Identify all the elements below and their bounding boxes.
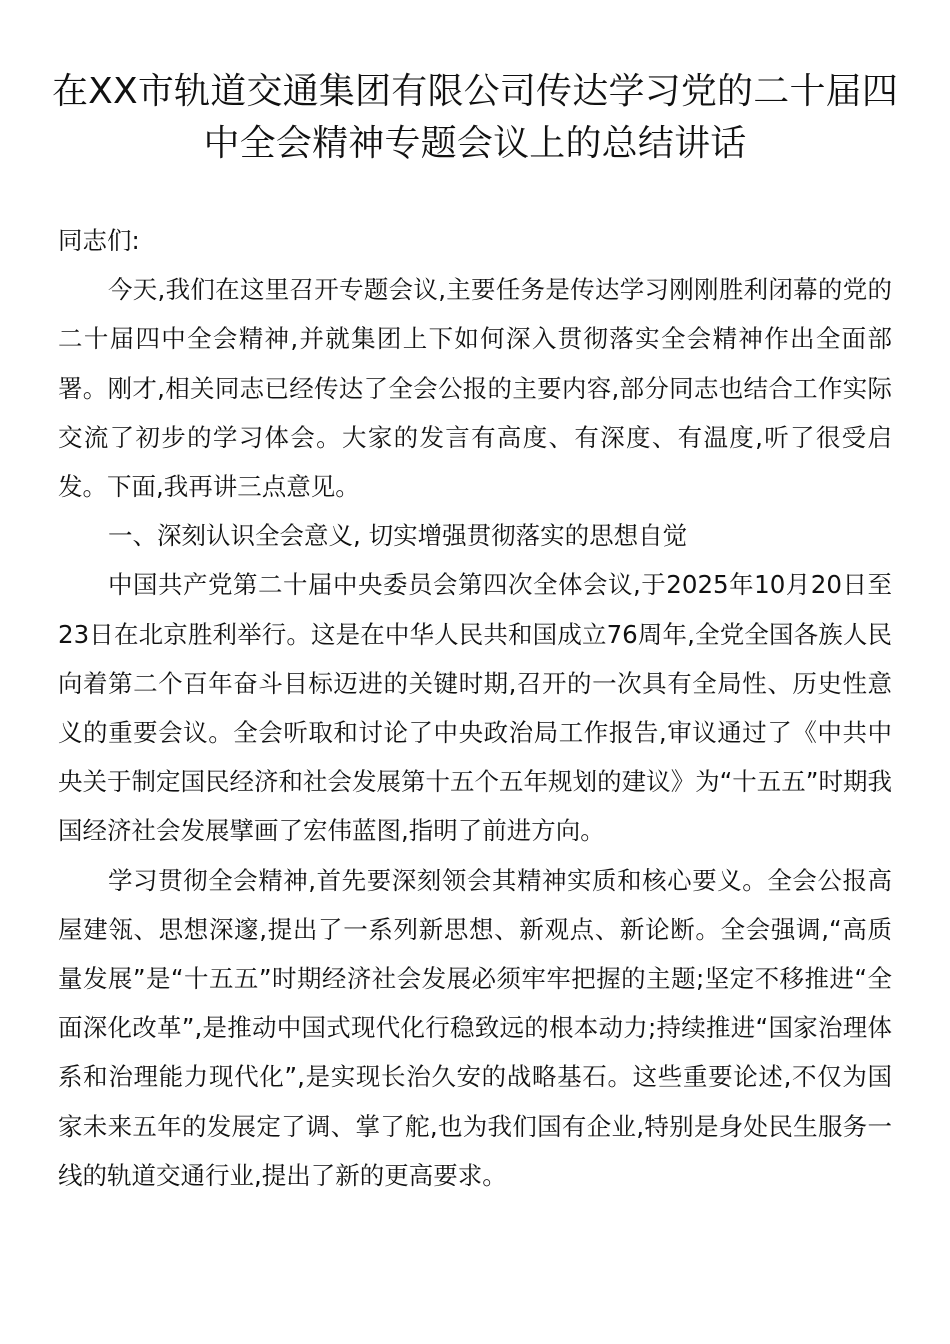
section-heading-1: 一、深刻认识全会意义, 切实增强贯彻落实的思想自觉 [108, 521, 688, 551]
salutation: 同志们: [58, 226, 140, 255]
document-title: 在XX市轨道交通集团有限公司传达学习党的二十届四中全会精神专题会议上的总结讲话 [51, 71, 899, 164]
paragraph-opening: 今天,我们在这里召开专题会议,主要任务是传达学习刚刚胜利闭幕的党的二十届四中全会精神,并就集团上下如何深入贯彻落实全会精神作出全面部署。刚才,相关同志已经传达了全会公报的主要内容,部分同志也结合工作实际交流了初步的学习体会。大家的发言有高度、有深度、有温度,听了很受启发。下面,我再讲三点意见。 [58, 275, 892, 502]
paragraph-plenum-overview: 中国共产党第二十届中央委员会第四次全体会议,于2025年10月20日至23日在北京胜利举行。这是在中华人民共和国成立76周年,全党全国各族人民向着第二个百年奋斗目标迈进的关键时期,召开的一次具有全局性、历史性意义的重要会议。全会听取和讨论了中央政治局工作报告,审议通过了《中共中央关于制定国民经济和社会发展第十五个五年规划的建议》为“十五五”时期我国经济社会发展擘画了宏伟蓝图,指明了前进方向。 [58, 570, 892, 846]
document-body [58, 216, 892, 1200]
paragraph-core-essence: 学习贯彻全会精神,首先要深刻领会其精神实质和核心要义。全会公报高屋建瓴、思想深邃,提出了一系列新思想、新观点、新论断。全会强调,“高质量发展”是“十五五”时期经济社会发展必须牢牢把握的主题;坚定不移推进“全面深化改革”,是推动中国式现代化行稳致远的根本动力;持续推进“国家治理体系和治理能力现代化”,是实现长治久安的战略基石。这些重要论述,不仅为国家未来五年的发展定了调、掌了舵,也为我们国有企业,特别是身处民生服务一线的轨道交通行业,提出了新的更高要求。 [58, 865, 892, 1190]
